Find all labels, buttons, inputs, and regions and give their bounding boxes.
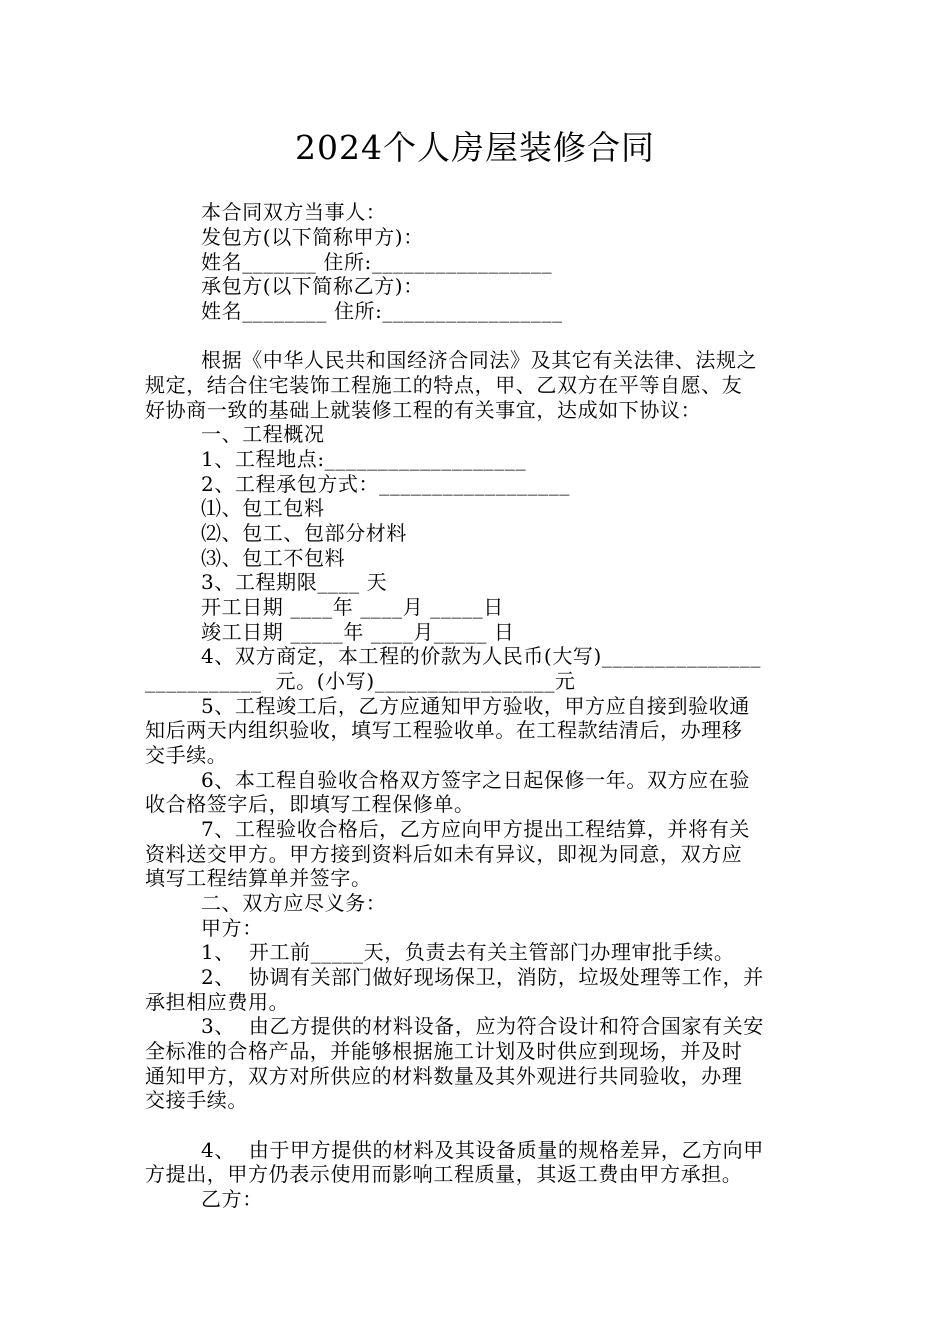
text-line: ⑴、包工包料 <box>201 496 325 520</box>
text-line: 4、双方商定，本工程的价款为人民币(大写)_______________ <box>201 644 761 668</box>
text-line: ⑵、包工、包部分材料 <box>201 521 407 545</box>
text-line: 3、 由乙方提供的材料设备，应为符合设计和符合国家有关安 <box>201 1014 764 1038</box>
text-line: 交手续。 <box>145 743 228 767</box>
text-line: 一、工程概况 <box>201 422 325 446</box>
text-line: ⑶、包工不包料 <box>201 546 346 570</box>
document-title: 2024个人房屋装修合同 <box>295 128 655 167</box>
text-line: 发包方(以下简称甲方)： <box>201 225 424 249</box>
text-line: 甲方： <box>201 916 263 940</box>
text-line: 方提出，甲方仍表示使用而影响工程质量，其返工费由甲方承担。 <box>145 1162 743 1186</box>
text-line: 承包方(以下简称乙方)： <box>201 274 424 298</box>
text-line: 2、工程承包方式：__________________ <box>201 472 570 496</box>
text-line: 5、工程竣工后，乙方应通知甲方验收，甲方应自接到验收通 <box>201 694 750 718</box>
text-line: 6、本工程自验收合格双方签字之日起保修一年。双方应在验 <box>201 768 750 792</box>
text-line: 1、 开工前_____天，负责去有关主管部门办理审批手续。 <box>201 940 735 964</box>
text-line: 乙方： <box>201 1187 263 1211</box>
text-line: 收合格签字后，即填写工程保修单。 <box>145 792 475 816</box>
text-line: 二、双方应尽义务： <box>201 891 387 915</box>
text-line: 姓名________ 住所:_________________ <box>201 299 563 323</box>
text-line: ___________ 元。(小写)_________________元 <box>145 669 576 693</box>
text-line: 2、 协调有关部门做好现场保卫，消防，垃圾处理等工作，并 <box>201 965 764 989</box>
text-line: 承担相应费用。 <box>145 990 290 1014</box>
text-line: 资料送交甲方。甲方接到资料后如未有异议，即视为同意，双方应 <box>145 842 743 866</box>
text-line: 竣工日期 _____年 ____月_____ 日 <box>201 620 515 644</box>
text-line: 全标准的合格产品，并能够根据施工计划及时供应到现场，并及时 <box>145 1039 743 1063</box>
text-line: 7、工程验收合格后，乙方应向甲方提出工程结算，并将有关 <box>201 817 750 841</box>
text-line: 开工日期 ____年 ____月 _____日 <box>201 595 504 619</box>
text-line: 知后两天内组织验收，填写工程验收单。在工程款结清后，办理移 <box>145 718 743 742</box>
text-line: 3、工程期限____ 天 <box>201 570 388 594</box>
text-line: 规定，结合住宅装饰工程施工的特点，甲、乙双方在平等自愿、友 <box>145 373 743 397</box>
text-line: 根据《中华人民共和国经济合同法》及其它有关法律、法规之 <box>201 348 758 372</box>
text-line: 姓名_______ 住所:_________________ <box>201 250 553 274</box>
text-line: 4、 由于甲方提供的材料及其设备质量的规格差异，乙方向甲 <box>201 1138 764 1162</box>
text-line: 本合同双方当事人： <box>201 200 387 224</box>
text-line: 1、工程地点:___________________ <box>201 447 527 471</box>
text-line: 填写工程结算单并签字。 <box>145 866 372 890</box>
text-line: 通知甲方，双方对所供应的材料数量及其外观进行共同验收，办理 <box>145 1064 743 1088</box>
text-line: 好协商一致的基础上就装修工程的有关事宜，达成如下协议： <box>145 398 702 422</box>
text-line: 交接手续。 <box>145 1088 248 1112</box>
